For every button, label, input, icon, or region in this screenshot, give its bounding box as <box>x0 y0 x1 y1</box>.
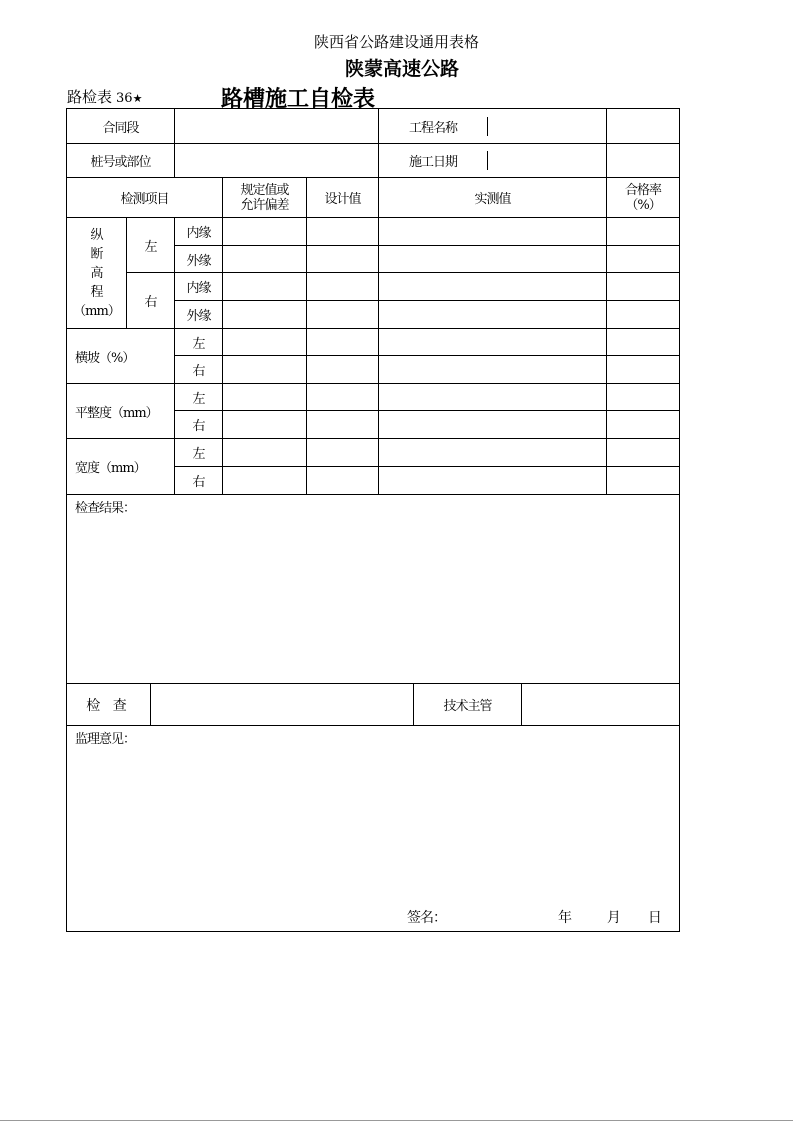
check-label: 检 查 <box>67 684 151 726</box>
elevation-left: 左 <box>127 218 175 273</box>
cell-design[interactable] <box>307 301 379 329</box>
column-pass-line2: （%） <box>625 197 661 213</box>
width-right: 右 <box>175 467 223 495</box>
cell-design[interactable] <box>307 218 379 246</box>
signature-date <box>558 907 662 927</box>
cell-spec[interactable] <box>223 273 307 301</box>
month-label: 月 <box>606 910 621 926</box>
form-code-prefix: 路检表 <box>67 88 113 106</box>
column-spec-line1: 规定值或 <box>240 182 289 198</box>
elevation-char: 程 <box>90 284 103 300</box>
column-item: 检测项目 <box>67 178 223 218</box>
cell-measured[interactable] <box>379 246 607 273</box>
elevation-char: 断 <box>90 246 103 262</box>
day-label: 日 <box>647 910 662 926</box>
station-label: 桩号或部位 <box>67 144 175 178</box>
crossfall-label: 横坡（%） <box>67 329 175 384</box>
cell-measured[interactable] <box>379 218 607 246</box>
cell-spec[interactable] <box>223 411 307 439</box>
supervisor-opinion-label: 监理意见： <box>75 732 136 747</box>
cell-spec[interactable] <box>223 218 307 246</box>
star-icon: ★ <box>132 92 143 105</box>
cell-design[interactable] <box>307 467 379 495</box>
column-design: 设计值 <box>307 178 379 218</box>
column-spec <box>223 178 307 218</box>
cell-spec[interactable] <box>223 467 307 495</box>
contract-label: 合同段 <box>67 109 175 144</box>
page-edge-divider <box>0 1120 793 1121</box>
tech-lead-label: 技术主管 <box>414 684 522 726</box>
cell-pass[interactable] <box>607 218 680 246</box>
elevation-unit: （mm） <box>73 303 120 319</box>
cell-measured[interactable] <box>379 329 607 356</box>
organization-header: 陕西省公路建设通用表格 <box>313 33 479 51</box>
tech-lead-field[interactable] <box>522 684 680 726</box>
cell-pass[interactable] <box>607 356 680 384</box>
cell-measured[interactable] <box>379 273 607 301</box>
flatness-right: 右 <box>175 411 223 439</box>
year-label: 年 <box>558 910 572 926</box>
form-code <box>67 86 142 107</box>
check-field[interactable] <box>151 684 414 726</box>
cell-design[interactable] <box>307 246 379 273</box>
station-field[interactable] <box>175 144 379 178</box>
cell-pass[interactable] <box>607 439 680 467</box>
signoff-table <box>66 683 680 932</box>
column-measured: 实测值 <box>379 178 607 218</box>
cell-pass[interactable] <box>607 467 680 495</box>
project-name-field-extra[interactable] <box>607 109 680 144</box>
cell-measured[interactable] <box>379 301 607 329</box>
elevation-right-inner: 内缘 <box>175 273 223 301</box>
project-name-field[interactable] <box>488 117 606 136</box>
cell-design[interactable] <box>307 356 379 384</box>
cell-pass[interactable] <box>607 246 680 273</box>
project-name-label: 工程名称 <box>379 117 488 136</box>
cell-design[interactable] <box>307 411 379 439</box>
cell-pass[interactable] <box>607 301 680 329</box>
cell-spec[interactable] <box>223 301 307 329</box>
date-field[interactable] <box>488 151 606 170</box>
form-code-number: 36 <box>116 91 133 106</box>
crossfall-left: 左 <box>175 329 223 356</box>
result-area[interactable] <box>67 495 680 684</box>
cell-spec[interactable] <box>223 384 307 411</box>
cell-pass[interactable] <box>607 411 680 439</box>
column-spec-line2: 允许偏差 <box>240 197 289 213</box>
crossfall-right: 右 <box>175 356 223 384</box>
result-label: 检查结果： <box>75 501 136 516</box>
elevation-char: 高 <box>90 265 103 281</box>
cell-design[interactable] <box>307 329 379 356</box>
cell-spec[interactable] <box>223 329 307 356</box>
cell-measured[interactable] <box>379 467 607 495</box>
elevation-left-inner: 内缘 <box>175 218 223 246</box>
project-name-header: 陕蒙高速公路 <box>345 58 460 80</box>
cell-spec[interactable] <box>223 356 307 384</box>
cell-measured[interactable] <box>379 439 607 467</box>
signature-label: 签名： <box>407 910 446 926</box>
cell-measured[interactable] <box>379 356 607 384</box>
cell-pass[interactable] <box>607 329 680 356</box>
cell-spec[interactable] <box>223 246 307 273</box>
cell-pass[interactable] <box>607 384 680 411</box>
form-title: 路槽施工自检表 <box>221 87 376 112</box>
elevation-left-outer: 外缘 <box>175 246 223 273</box>
cell-pass[interactable] <box>607 273 680 301</box>
cell-design[interactable] <box>307 384 379 411</box>
date-field-extra[interactable] <box>607 144 680 178</box>
contract-field[interactable] <box>175 109 379 144</box>
elevation-label <box>67 218 127 329</box>
flatness-left: 左 <box>175 384 223 411</box>
elevation-right-outer: 外缘 <box>175 301 223 329</box>
cell-measured[interactable] <box>379 411 607 439</box>
column-pass-rate <box>607 178 680 218</box>
supervisor-opinion-area[interactable] <box>67 726 680 932</box>
flatness-label: 平整度（mm） <box>67 384 175 439</box>
cell-design[interactable] <box>307 439 379 467</box>
cell-spec[interactable] <box>223 439 307 467</box>
elevation-char: 纵 <box>90 227 103 243</box>
cell-design[interactable] <box>307 273 379 301</box>
width-label: 宽度（mm） <box>67 439 175 495</box>
column-pass-line1: 合格率 <box>625 182 662 198</box>
date-label: 施工日期 <box>379 151 488 170</box>
width-left: 左 <box>175 439 223 467</box>
inspection-table <box>66 108 680 684</box>
elevation-right: 右 <box>127 273 175 329</box>
cell-measured[interactable] <box>379 384 607 411</box>
